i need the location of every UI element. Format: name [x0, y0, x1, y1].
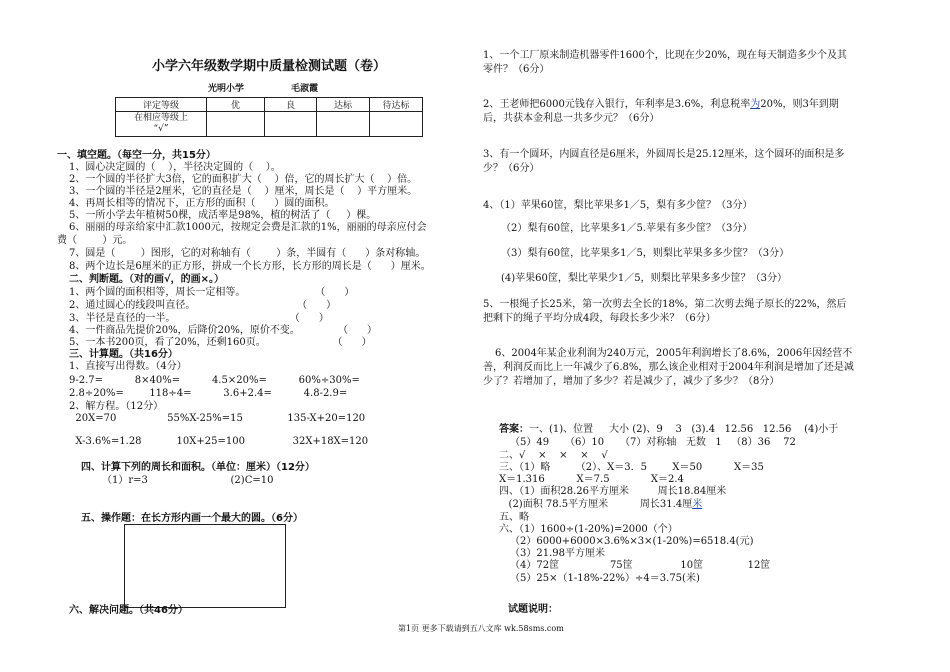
section-heading: 五、操作题：在长方形内画一个最大的圆。（6分）: [81, 513, 303, 524]
page-title: 小学六年级数学期中质量检测试题（卷）: [152, 59, 387, 74]
answer-line: （2）6000+6000×3.6%×3×(1-20%)=6518.4(元): [510, 536, 754, 547]
teacher-name: 毛淑霞: [291, 84, 319, 94]
section-heading: 六、解决问题。（共46分）: [69, 605, 188, 616]
section-heading: 二、判断题。（对的画√，的画×。）: [69, 274, 225, 285]
eval-header: 良: [265, 98, 317, 112]
eval-cell: [207, 112, 265, 137]
answer-line: （5）49 （6）10 （7）对称轴 无数 1 （8）36 72: [510, 437, 796, 448]
question-line: 2、通过圆心的线段叫直径。 （ ）: [69, 300, 337, 311]
exam-note-heading: 试题说明：: [508, 604, 558, 615]
answers-label: 答案：: [499, 424, 529, 435]
question-line: 6、丽丽的母亲给家中汇款1000元，按规定会费是汇款的1%，丽丽的母亲应付会: [69, 222, 427, 233]
question-line: 3、半径是直径的一半。 （ ）: [69, 313, 329, 324]
problem-line: (4)苹果60筐，梨比苹果少1／5，则梨比苹果多多少筐？（3分）: [501, 273, 787, 284]
answer-line: 答案：一、(1)、位置 大小 (2)、9 3 (3).4 12.56 12.56 (4)小于: [499, 424, 839, 435]
problem-line: 1、一个工厂原来制造机器零件1600个，比现在少20%，现在每天制造多少个及其: [483, 50, 848, 61]
problem-line: 6、2004年某企业利润为240万元，2005年利润增长了8.6%，2006年因经营不: [495, 348, 853, 359]
problem-line: 5、一根绳子长25米，第一次剪去全长的18%，第二次剪去绳子原长的22%，然后: [483, 299, 847, 310]
page-footer: 第1页 更多下载请到五八文库 wk.58sms.com: [398, 624, 564, 633]
answer-line: 六、（1）1600÷(1-20%)=2000（个）: [499, 524, 678, 535]
eval-cell: [370, 112, 423, 137]
problem-line: 后，共获本金利息一共多少元？（6分）: [483, 113, 660, 124]
eval-row-label: 在相应等级上 “√”: [116, 112, 207, 137]
question-line: 20X=70 55%X-25%=15 135-X+20=120: [69, 413, 366, 424]
answer-line: （4）72筐 75筐 10筐 12筐: [510, 560, 771, 571]
evaluation-table: [115, 97, 423, 137]
answer-line: (2)面积 78.5平方厘米 周长31.4厘米: [499, 499, 703, 510]
question-line: 9-2.7= 8×40%= 4.5×20%= 60%÷30%=: [69, 375, 360, 386]
answer-line: （5）25×（1-18%-22%）÷4＝3.75(米): [510, 573, 700, 584]
question-line: 2、解方程。（12分）: [69, 401, 164, 412]
problem-line: （3）梨有60筐，比苹果多1／5，则梨比苹果多多少筐？（3分）: [501, 248, 790, 259]
section-heading: 一、填空题。（每空一分，共15分）: [57, 150, 216, 161]
eval-header: 评定等级: [116, 98, 207, 112]
question-line: 2、一个圆的半径扩大3倍，它的面积扩大（ ）倍，它的周长扩大（ ）倍。: [69, 174, 418, 185]
problem-line: 零件？（6分）: [483, 64, 550, 75]
question-line: （1）r=3 (2)C=10: [102, 475, 274, 486]
eval-cell: [317, 112, 370, 137]
question-line: 5、一所小学去年植树50棵，成活率是98%，植的树活了（ ）棵。: [69, 210, 377, 221]
eval-cell: [265, 112, 317, 137]
problem-line: 4、（1）苹果60筐，梨比苹果多1／5，梨有多少筐？（3分）: [483, 200, 753, 211]
eval-header: 达标: [317, 98, 370, 112]
answer-line: （3）21.98平方厘米: [510, 548, 605, 559]
question-line: 7、圆是（ ）图形，它的对称轴有（ ）条，半圆有（ ）条对称轴。: [69, 248, 426, 259]
question-line: 8、两个边长是6厘米的正方形，拼成一个长方形，长方形的周长是（ ）厘米。: [69, 261, 431, 272]
answer-line: 三、（1）略 （2）、X＝3．5 X＝50 X＝35: [499, 462, 764, 473]
section-heading: 三、计算题。（共16分）: [69, 349, 178, 360]
eval-header: 待达标: [370, 98, 423, 112]
problem-line: 把剩下的绳子平均分成4段，每段长多少米？（6分）: [483, 313, 716, 324]
problem-line: 2、王老师把6000元钱存入银行，年利率是3.6%，利息税率为20%，则3年到期: [483, 99, 839, 110]
question-line: 1、两个圆的面积相等，周长一定相等。 （ ）: [69, 287, 355, 298]
answer-line: 二、√ × × × √: [499, 450, 608, 461]
answer-line: 四、（1）面积28.26平方厘米 周长18.84厘米: [499, 486, 727, 497]
answer-line: X＝1.316 X＝7.5 X＝2.4: [499, 474, 684, 485]
question-line: 3、一个圆的半径是2厘米，它的直径是（ ）厘米，周长是（ ）平方厘米。: [69, 186, 418, 197]
question-line: 2.8÷20%= 118÷4= 3.6+2.4= 4.8-2.9=: [69, 388, 348, 399]
drawing-rectangle: [124, 524, 286, 608]
question-line: 5、一本书200页，看了20%，还剩160页。 （ ）: [69, 337, 372, 348]
problem-line: 少了？若增加了，增加了多少？若是减少了，减少了多少？（8分）: [483, 376, 780, 387]
answer-line: 五、略: [499, 512, 529, 523]
problem-line: 少？（6分）: [483, 163, 540, 174]
question-line: 1、圆心决定圆的（ ），半径决定圆的（ ）。: [69, 162, 281, 173]
problem-line: （2）梨有60筐，比苹果多1／5.苹果有多少筐？（3分）: [501, 223, 753, 234]
section-heading: 四、计算下列的周长和面积。（单位：厘米）（12分）: [81, 462, 315, 473]
question-line: 1、直接写出得数。（4分）: [69, 361, 187, 372]
eval-header: 优: [207, 98, 265, 112]
problem-line: 3、有一个圆环，内圆直径是6厘米，外圆周长是25.12厘米，这个圆环的面积是多: [483, 149, 845, 160]
problem-line: 善，利润反而比上一年减少了6.8%，那么该企业相对于2004年利润是增加了还是减: [483, 362, 854, 373]
question-line: X-3.6%=1.28 10X+25=100 32X+18X=120: [69, 436, 369, 447]
question-line: 费（ ）元。: [57, 235, 133, 246]
school-name: 光明小学: [208, 84, 245, 94]
question-line: 4、一件商品先提价20%，后降价20%，原价不变。 （ ）: [69, 325, 378, 336]
question-line: 4、再周长相等的情况下，正方形的面积（ ）圆的面积。: [69, 198, 335, 209]
